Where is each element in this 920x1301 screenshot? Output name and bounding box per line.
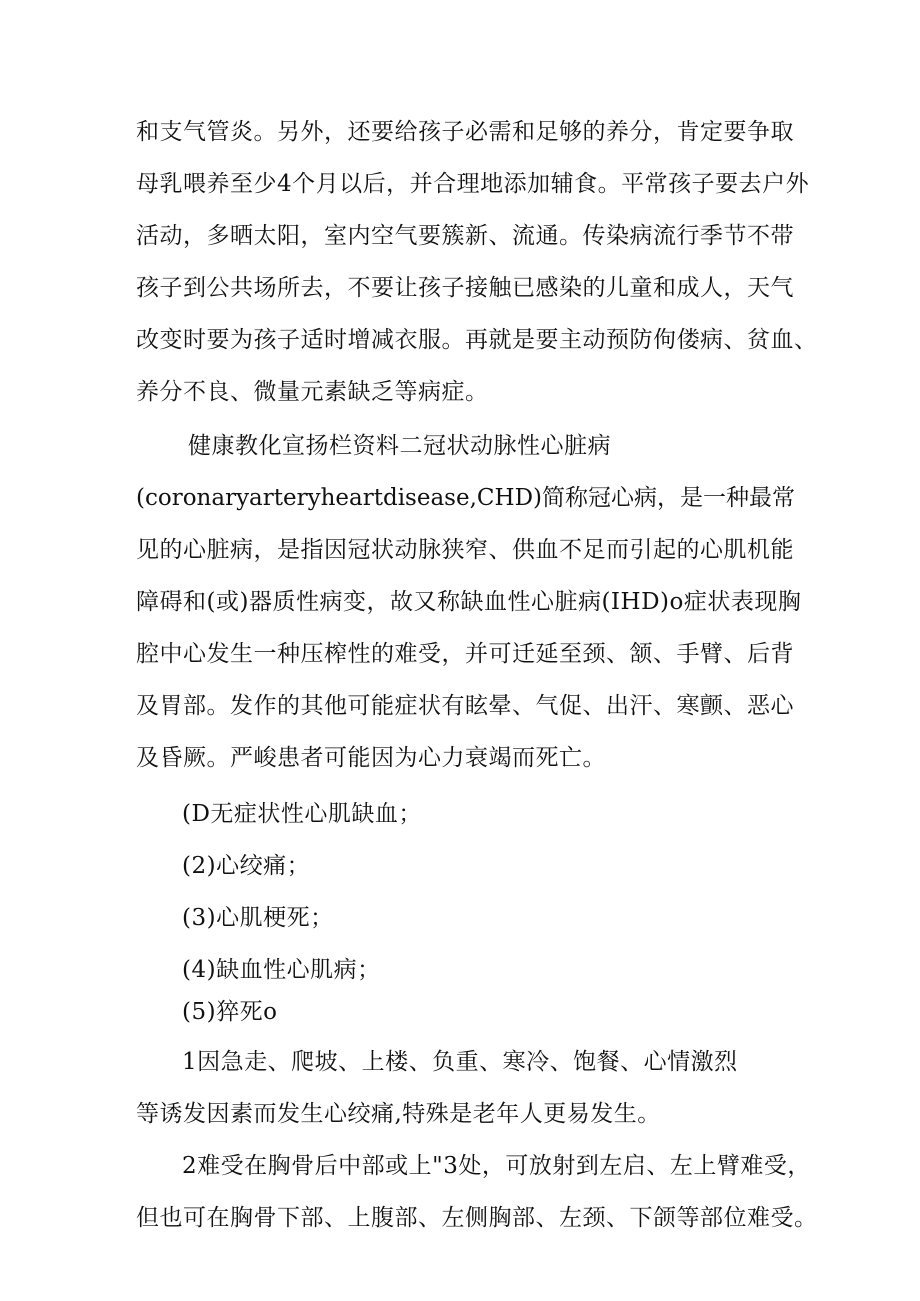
list-item: (2)心绞痛； [182, 853, 311, 879]
paragraph-line: 障碍和(或)器质性病变，故又称缺血性心脏病(IHD)o症状表现胸 [136, 589, 802, 615]
paragraph-line: 改变时要为孩子适时增减衣服。再就是要主动预防佝偻病、贫血、 [136, 327, 818, 353]
paragraph-line: 1因急走、爬坡、上楼、负重、寒冷、饱餐、心情激烈 [182, 1049, 738, 1075]
paragraph-line: 2难受在胸骨后中部或上"3处，可放射到左启、左上臂难受， [182, 1153, 811, 1179]
list-item: (D无症状性心肌缺血； [182, 801, 422, 827]
list-item: (5)猝死o [182, 999, 278, 1025]
paragraph-line: 但也可在胸骨下部、上腹部、左侧胸部、左颈、下颌等部位难受。 [136, 1205, 818, 1231]
section-heading: 健康教化宣扬栏资料二冠状动脉性心脏病 [188, 433, 611, 459]
paragraph-line: 母乳喂养至少4个月以后，并合理地添加辅食。平常孩子要去户外 [136, 171, 810, 197]
paragraph-line: 孩子到公共场所去，不要让孩子接触已感染的儿童和成人，天气 [136, 275, 794, 301]
paragraph-line: 及胃部。发作的其他可能症状有眩晕、气促、出汗、寒颤、恶心 [136, 693, 794, 719]
paragraph-line: 见的心脏病，是指因冠状动脉狭窄、供血不足而引起的心肌机能 [136, 537, 794, 563]
paragraph-line: 等诱发因素而发生心绞痛,特殊是老年人更易发生。 [136, 1101, 661, 1127]
paragraph-line: 和支气管炎。另外，还要给孩子必需和足够的养分，肯定要争取 [136, 119, 794, 145]
paragraph-line: 养分不良、微量元素缺乏等病症。 [136, 379, 489, 405]
paragraph-line: 活动，多晒太阳，室内空气要簇新、流通。传染病流行季节不带 [136, 223, 794, 249]
paragraph-line: 及昏厥。严峻患者可能因为心力衰竭而死亡。 [136, 745, 606, 771]
paragraph-line: 腔中心发生一种压榨性的难受，并可迁延至颈、颔、手臂、后背 [136, 641, 794, 667]
list-item: (4)缺血性心肌病； [182, 957, 381, 983]
paragraph-line: (coronaryarteryheartdisease,CHD)简称冠心病，是一种最常 [136, 485, 795, 511]
list-item: (3)心肌梗死； [182, 905, 334, 931]
